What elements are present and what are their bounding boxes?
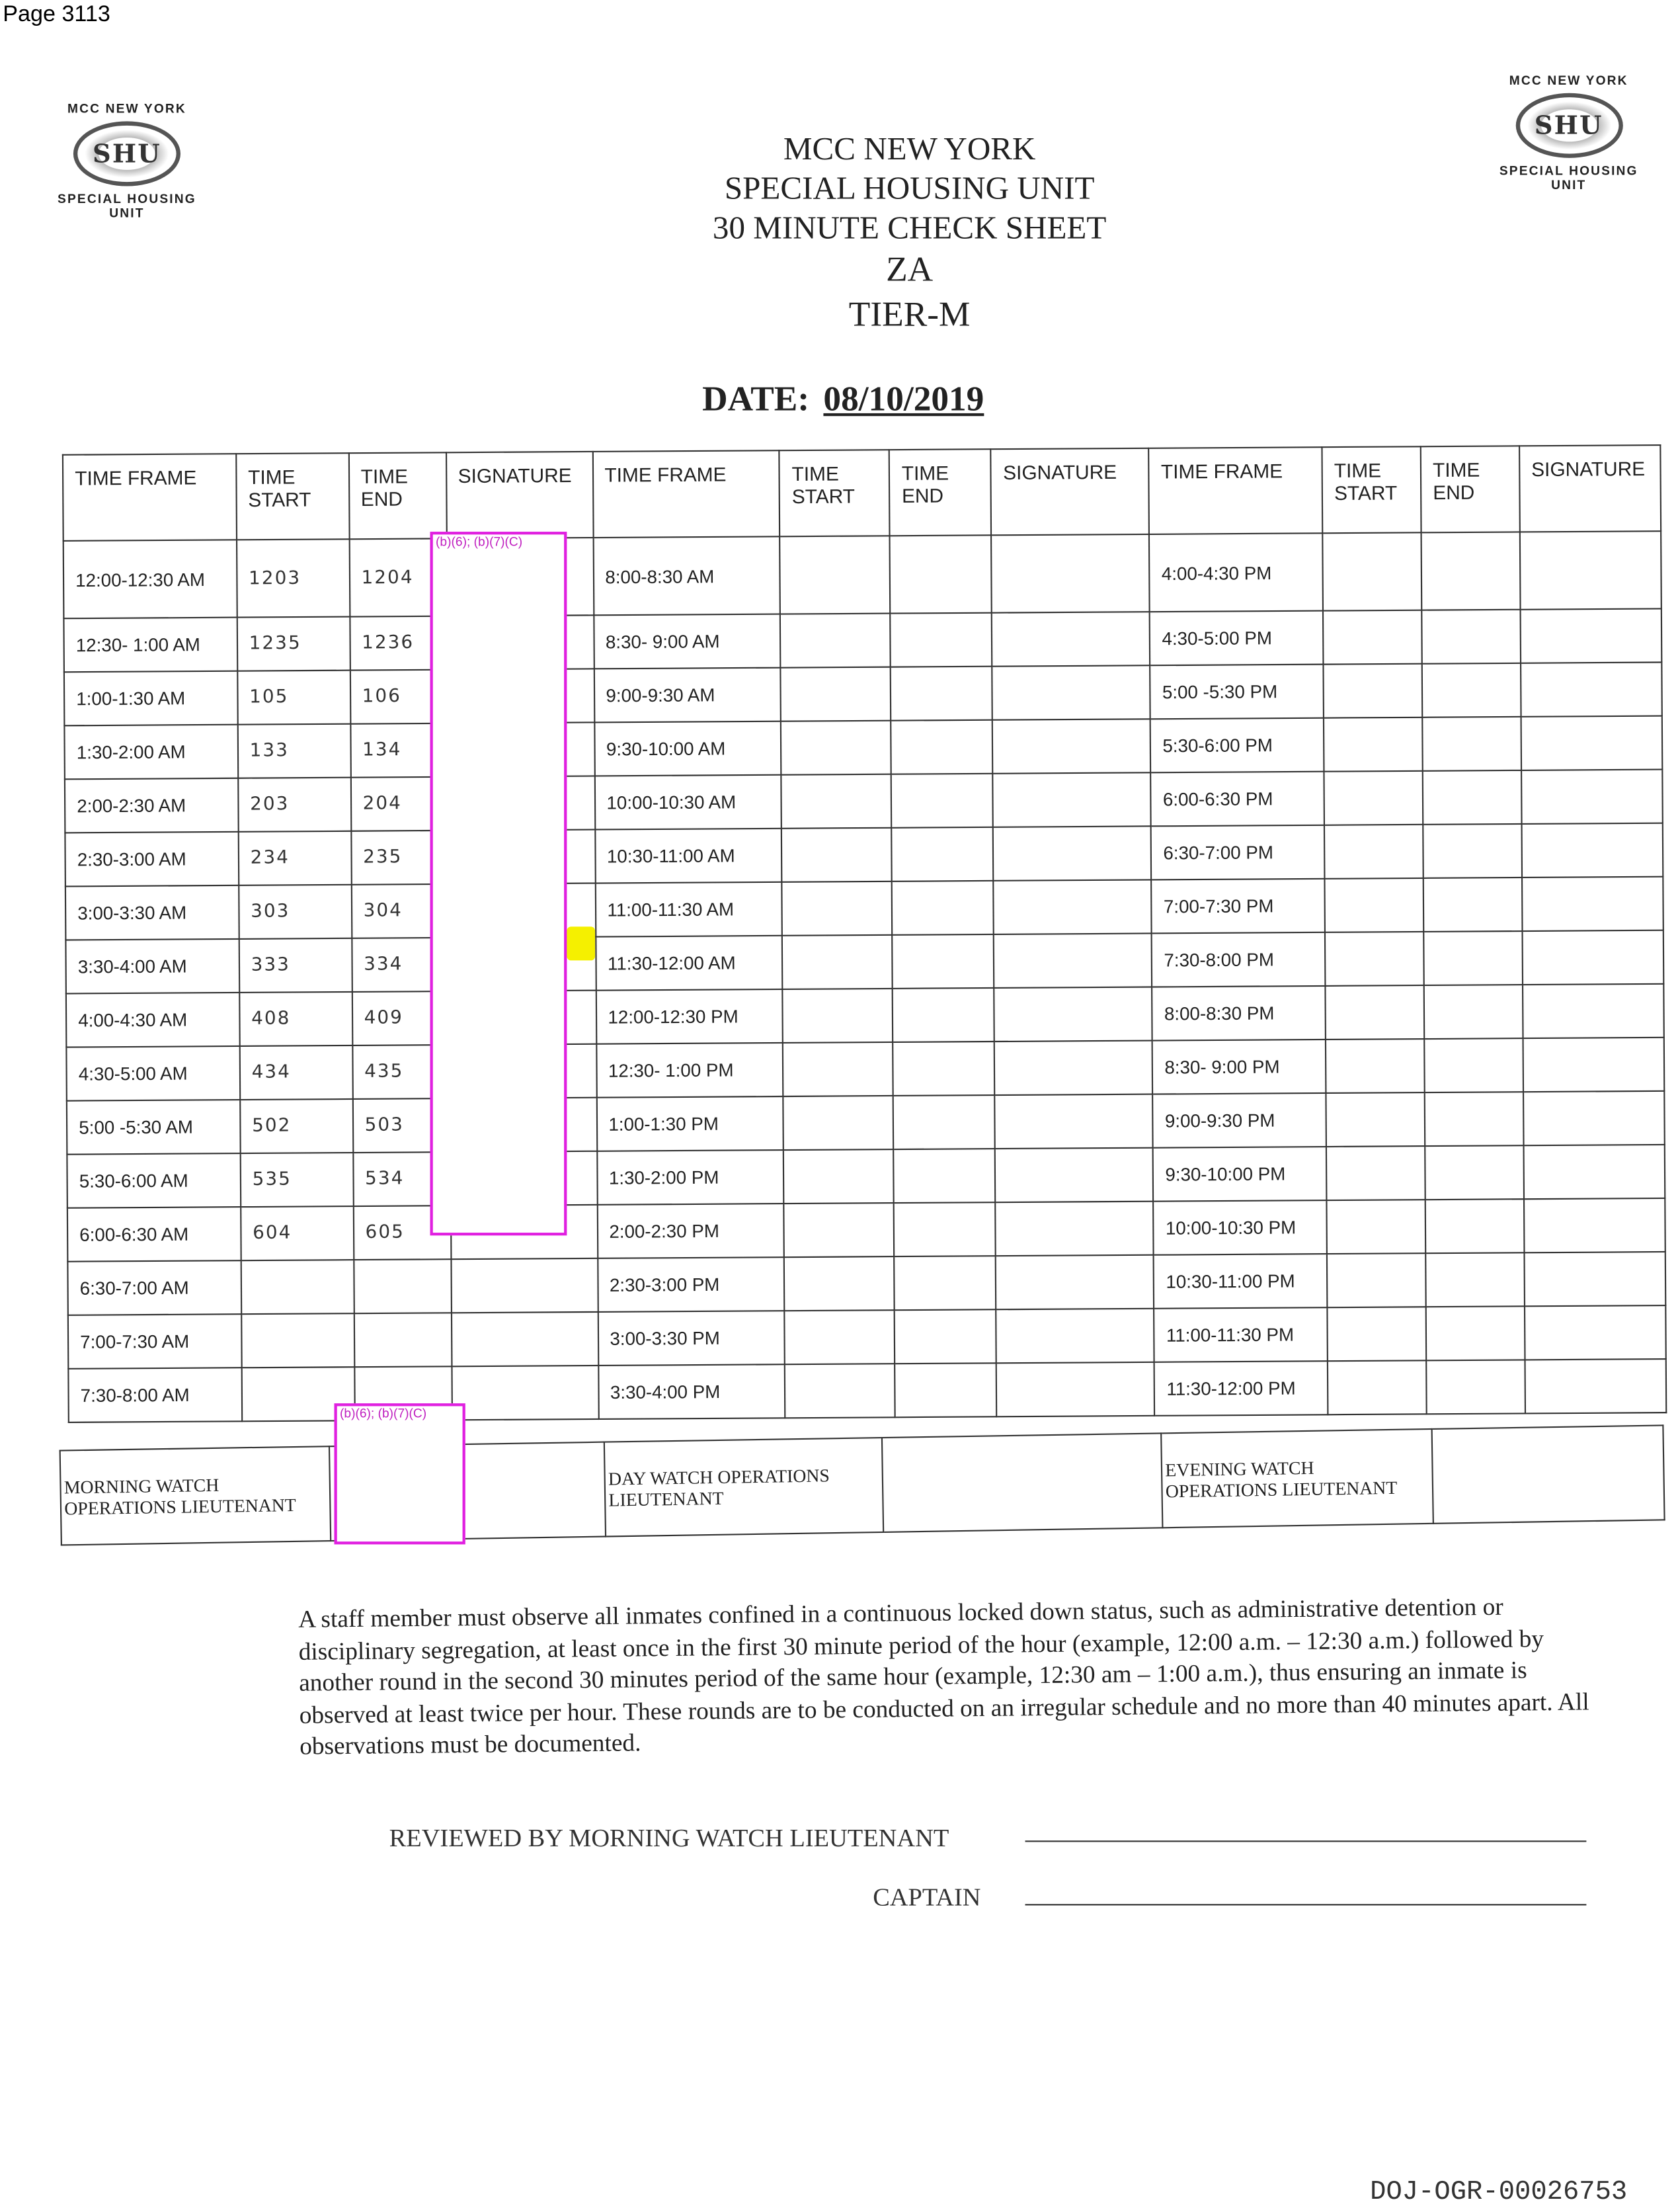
time-start-cell bbox=[1325, 985, 1424, 1040]
time-frame-cell: 5:30-6:00 PM bbox=[1150, 718, 1324, 773]
table-row bbox=[65, 823, 1663, 887]
signature-cell bbox=[994, 987, 1152, 1042]
time-frame-cell: 11:30-12:00 PM bbox=[1154, 1361, 1328, 1416]
time-frame-cell: 4:00-4:30 AM bbox=[66, 993, 239, 1047]
logo-bottom-text: SPECIAL HOUSING UNIT bbox=[58, 192, 196, 220]
signature-cell bbox=[1524, 1198, 1665, 1252]
signature-cell bbox=[451, 1312, 598, 1366]
redaction-label: (b)(6); (b)(7)(C) bbox=[340, 1406, 427, 1420]
date-label: DATE: bbox=[702, 380, 810, 419]
signature-cell bbox=[1523, 1145, 1665, 1199]
time-end-cell bbox=[1421, 532, 1520, 610]
time-start-cell bbox=[783, 1096, 894, 1150]
time-start-cell bbox=[1325, 932, 1424, 986]
column-header: TIME END bbox=[348, 452, 446, 539]
reviewed-signature-line bbox=[1025, 1840, 1587, 1842]
time-end-cell bbox=[890, 535, 992, 613]
time-frame-cell: 1:00-1:30 AM bbox=[64, 671, 237, 726]
column-header: SIGNATURE bbox=[446, 452, 593, 538]
time-start-cell bbox=[1322, 532, 1421, 610]
time-frame-cell: 9:00-9:30 PM bbox=[1153, 1093, 1326, 1148]
time-end-cell: 106 bbox=[350, 670, 448, 724]
time-start-cell bbox=[783, 989, 893, 1043]
time-frame-cell: 4:00-4:30 PM bbox=[1149, 533, 1323, 612]
time-start-cell bbox=[1324, 825, 1423, 879]
column-header: TIME END bbox=[1421, 446, 1520, 532]
table-row bbox=[63, 531, 1661, 618]
time-start-cell bbox=[1324, 878, 1423, 932]
time-end-cell bbox=[891, 720, 993, 774]
time-end-cell bbox=[1424, 985, 1523, 1039]
time-frame-cell: 10:00-10:30 AM bbox=[594, 775, 782, 830]
day-watch-label: DAY WATCH OPERATIONS LIEUTENANT bbox=[604, 1438, 883, 1536]
time-frame-cell: 3:30-4:00 PM bbox=[598, 1364, 786, 1419]
time-start-cell: 105 bbox=[237, 671, 350, 725]
signature-cell bbox=[996, 1255, 1154, 1310]
time-start-cell bbox=[1324, 771, 1423, 825]
time-start-cell bbox=[1324, 717, 1423, 772]
shu-seal-icon: SHU bbox=[1515, 93, 1622, 158]
time-start-cell bbox=[784, 1203, 895, 1257]
time-frame-cell: 2:30-3:00 AM bbox=[65, 832, 238, 887]
time-start-cell bbox=[241, 1313, 354, 1368]
time-start-cell bbox=[241, 1260, 354, 1314]
column-header: TIME FRAME bbox=[592, 450, 780, 538]
logo-bottom-text: SPECIAL HOUSING UNIT bbox=[1499, 163, 1638, 192]
time-end-cell bbox=[895, 1256, 996, 1310]
time-end-cell bbox=[1423, 878, 1523, 932]
instructions-paragraph: A staff member must observe all inmates confined in a continuous locked down status, such as administrative detention or disciplinary segregation, at least once in the first 30 minute period of the hour (example, 12:00 a.m. – 12:30 a.m.) followed by another round in the second 30 minutes period of the same hour (example, 12:30 am – 1:00 a.m.), thus ensuring an inmate is observed at least twice per hour. These rounds are to be conducted on an irregular schedule and no more than 40 minutes apart. All observations must be documented. bbox=[298, 1592, 1589, 1760]
time-end-cell bbox=[1421, 610, 1521, 664]
time-frame-cell: 6:00-6:30 AM bbox=[67, 1207, 241, 1262]
time-end-cell: 503 bbox=[352, 1098, 450, 1153]
time-start-cell bbox=[782, 881, 893, 936]
time-frame-cell: 7:00-7:30 PM bbox=[1152, 879, 1325, 934]
time-frame-cell: 11:30-12:00 AM bbox=[596, 936, 783, 991]
reviewed-by-label: REVIEWED BY MORNING WATCH LIEUTENANT bbox=[389, 1823, 949, 1852]
signature-cell bbox=[1521, 823, 1663, 878]
time-start-cell bbox=[781, 774, 892, 829]
signature-cell bbox=[1523, 1038, 1664, 1092]
sheet-title bbox=[592, 130, 1227, 339]
morning-watch-label: MORNING WATCH OPERATIONS LIEUTENANT bbox=[60, 1446, 331, 1545]
time-frame-cell: 6:30-7:00 PM bbox=[1151, 825, 1324, 880]
time-frame-cell: 10:30-11:00 AM bbox=[595, 829, 783, 883]
column-header: TIME FRAME bbox=[1149, 447, 1323, 534]
time-end-cell bbox=[1426, 1360, 1525, 1414]
signature-cell bbox=[996, 1362, 1154, 1417]
time-start-cell: 535 bbox=[240, 1153, 353, 1207]
signature-cell bbox=[451, 1258, 598, 1313]
time-frame-cell: 7:30-8:00 PM bbox=[1152, 932, 1325, 987]
time-frame-cell: 9:30-10:00 AM bbox=[594, 721, 782, 776]
time-end-cell: 304 bbox=[351, 884, 449, 938]
time-start-cell: 502 bbox=[240, 1099, 353, 1153]
time-frame-cell: 3:00-3:30 PM bbox=[598, 1311, 785, 1366]
time-start-cell: 434 bbox=[239, 1045, 352, 1100]
signature-cell bbox=[1520, 531, 1661, 610]
title-line: 30 MINUTE CHECK SHEET bbox=[712, 210, 1107, 246]
table-row bbox=[65, 930, 1663, 994]
table-row bbox=[68, 1305, 1666, 1369]
check-sheet-table bbox=[62, 444, 1667, 1423]
signature-cell bbox=[1523, 984, 1664, 1038]
table-row bbox=[66, 1038, 1664, 1101]
time-frame-cell: 6:00-6:30 PM bbox=[1151, 772, 1324, 827]
time-end-cell bbox=[892, 881, 994, 935]
table-row bbox=[67, 1252, 1665, 1315]
bates-number: DOJ-OGR-00026753 bbox=[1370, 2176, 1628, 2207]
signature-cell bbox=[1525, 1359, 1666, 1413]
time-frame-cell: 3:00-3:30 AM bbox=[65, 885, 239, 940]
time-start-cell bbox=[1327, 1307, 1426, 1361]
time-end-cell bbox=[1425, 1092, 1524, 1146]
time-frame-cell: 9:00-9:30 AM bbox=[594, 668, 781, 723]
logo-top-text: MCC NEW YORK bbox=[67, 101, 186, 116]
time-end-cell: 235 bbox=[351, 831, 449, 885]
title-line: MCC NEW YORK bbox=[783, 131, 1036, 167]
signature-cell bbox=[996, 1202, 1154, 1256]
time-end-cell bbox=[891, 774, 993, 828]
time-start-cell bbox=[1326, 1146, 1425, 1200]
time-frame-cell: 7:00-7:30 AM bbox=[68, 1314, 241, 1369]
time-start-cell bbox=[1328, 1360, 1427, 1414]
table-row bbox=[67, 1198, 1665, 1262]
time-start-cell bbox=[785, 1310, 895, 1364]
time-frame-cell: 7:30-8:00 AM bbox=[68, 1368, 241, 1422]
column-header: SIGNATURE bbox=[991, 448, 1150, 536]
signature-cell bbox=[1522, 930, 1663, 985]
time-start-cell bbox=[1326, 1200, 1425, 1254]
time-end-cell: 1236 bbox=[350, 616, 448, 671]
time-frame-cell: 4:30-5:00 PM bbox=[1150, 611, 1323, 666]
table-row bbox=[63, 608, 1661, 672]
time-end-cell bbox=[1423, 770, 1522, 825]
table-row bbox=[66, 984, 1664, 1047]
time-frame-cell: 12:00-12:30 PM bbox=[596, 989, 783, 1044]
time-start-cell: 1235 bbox=[237, 617, 350, 671]
time-end-cell: 204 bbox=[350, 777, 448, 831]
table-row bbox=[65, 877, 1663, 940]
column-header: TIME FRAME bbox=[63, 454, 237, 541]
time-frame-cell: 12:30- 1:00 AM bbox=[63, 618, 237, 673]
time-start-cell bbox=[1327, 1253, 1426, 1307]
time-end-cell bbox=[1424, 1038, 1523, 1092]
day-watch-signature bbox=[882, 1433, 1162, 1532]
time-end-cell bbox=[1423, 824, 1522, 878]
time-start-cell bbox=[783, 1042, 894, 1096]
signature-cell bbox=[993, 826, 1151, 881]
signature-cell bbox=[994, 1041, 1152, 1096]
time-end-cell bbox=[895, 1363, 997, 1417]
time-end-cell bbox=[894, 1149, 996, 1203]
time-frame-cell: 8:00-8:30 PM bbox=[1152, 986, 1326, 1041]
time-end-cell: 134 bbox=[350, 723, 448, 778]
table-row bbox=[65, 770, 1663, 833]
title-unit: ZA bbox=[886, 251, 934, 290]
signature-cell bbox=[996, 1309, 1154, 1364]
time-start-cell: 303 bbox=[239, 885, 352, 939]
shu-logo-right bbox=[1488, 73, 1650, 192]
signature-cell bbox=[452, 1366, 598, 1420]
table-row bbox=[67, 1091, 1665, 1155]
time-frame-cell: 12:30- 1:00 PM bbox=[596, 1043, 784, 1098]
signature-cell bbox=[1522, 877, 1663, 931]
captain-label: CAPTAIN bbox=[873, 1883, 981, 1911]
time-start-cell bbox=[1326, 1039, 1425, 1093]
time-end-cell bbox=[1425, 1252, 1525, 1307]
redaction-box bbox=[334, 1403, 465, 1544]
shu-logo-left bbox=[56, 102, 197, 220]
time-frame-cell: 10:00-10:30 PM bbox=[1154, 1200, 1327, 1255]
time-end-cell bbox=[894, 1202, 996, 1256]
time-end-cell bbox=[893, 1095, 995, 1149]
time-frame-cell: 5:00 -5:30 AM bbox=[67, 1100, 240, 1155]
time-start-cell bbox=[785, 1364, 896, 1418]
time-end-cell bbox=[1426, 1306, 1525, 1360]
time-end-cell: 334 bbox=[352, 938, 450, 992]
captain-signature-line bbox=[1025, 1904, 1587, 1905]
page-label: Page 3113 bbox=[3, 3, 110, 27]
time-frame-cell: 2:30-3:00 PM bbox=[598, 1257, 785, 1312]
signature-cell bbox=[992, 612, 1150, 667]
time-start-cell bbox=[781, 721, 892, 775]
time-frame-cell: 1:30-2:00 AM bbox=[64, 725, 237, 780]
time-end-cell bbox=[1423, 931, 1523, 985]
signature-cell bbox=[1521, 770, 1663, 824]
time-end-cell bbox=[893, 1042, 995, 1096]
time-start-cell: 133 bbox=[237, 724, 350, 778]
time-start-cell: 604 bbox=[241, 1206, 354, 1260]
signature-cell bbox=[995, 1148, 1153, 1203]
time-end-cell bbox=[1422, 663, 1521, 717]
time-start-cell: 408 bbox=[239, 992, 352, 1046]
table-row bbox=[68, 1359, 1666, 1422]
column-header: TIME START bbox=[1322, 446, 1421, 533]
time-start-cell bbox=[781, 667, 891, 721]
time-frame-cell: 3:30-4:00 AM bbox=[65, 939, 239, 994]
time-end-cell: 534 bbox=[353, 1152, 451, 1206]
time-frame-cell: 1:30-2:00 PM bbox=[597, 1150, 785, 1205]
time-end-cell bbox=[354, 1259, 452, 1313]
time-frame-cell: 11:00-11:30 PM bbox=[1154, 1307, 1328, 1362]
redaction-label: (b)(6); (b)(7)(C) bbox=[436, 534, 523, 549]
time-start-cell: 234 bbox=[238, 831, 351, 885]
time-start-cell: 1203 bbox=[237, 539, 350, 617]
time-frame-cell: 2:00-2:30 PM bbox=[597, 1204, 785, 1258]
signature-cell bbox=[992, 534, 1150, 613]
signature-cell bbox=[1524, 1252, 1665, 1306]
time-start-cell bbox=[781, 614, 891, 668]
time-end-cell bbox=[891, 667, 992, 721]
time-start-cell bbox=[1323, 664, 1422, 718]
time-end-cell: 1204 bbox=[349, 538, 447, 616]
time-frame-cell: 8:00-8:30 AM bbox=[593, 536, 781, 615]
signature-cell bbox=[1520, 608, 1661, 663]
title-tier: TIER-M bbox=[848, 296, 971, 335]
time-frame-cell: 10:30-11:00 PM bbox=[1154, 1254, 1327, 1309]
signature-cell bbox=[1523, 1091, 1665, 1145]
time-end-cell bbox=[1425, 1199, 1525, 1253]
signature-cell bbox=[994, 933, 1152, 988]
time-frame-cell: 5:30-6:00 AM bbox=[67, 1153, 240, 1208]
time-start-cell: 203 bbox=[238, 778, 351, 832]
time-start-cell bbox=[785, 1256, 895, 1311]
date-field bbox=[702, 381, 984, 421]
time-start-cell bbox=[782, 828, 893, 882]
time-end-cell: 409 bbox=[352, 991, 450, 1045]
time-start-cell bbox=[784, 1149, 895, 1204]
signature-cell bbox=[993, 772, 1151, 827]
column-header: TIME START bbox=[779, 450, 890, 536]
time-end-cell bbox=[892, 827, 994, 881]
time-frame-cell: 9:30-10:00 PM bbox=[1153, 1147, 1326, 1202]
time-start-cell: 333 bbox=[239, 938, 352, 993]
time-frame-cell: 4:30-5:00 AM bbox=[66, 1046, 239, 1101]
column-header: TIME END bbox=[889, 449, 991, 536]
time-end-cell bbox=[1425, 1145, 1524, 1200]
time-end-cell bbox=[895, 1309, 996, 1364]
signature-cell bbox=[994, 880, 1152, 934]
time-frame-cell: 12:00-12:30 AM bbox=[63, 540, 237, 618]
time-end-cell bbox=[893, 988, 994, 1042]
watch-lieutenant-table bbox=[60, 1424, 1665, 1545]
signature-cell bbox=[1525, 1305, 1666, 1360]
time-start-cell bbox=[1323, 610, 1422, 665]
redaction-box bbox=[430, 532, 567, 1235]
signature-cell bbox=[992, 719, 1150, 774]
title-line: SPECIAL HOUSING UNIT bbox=[724, 171, 1095, 206]
yellow-highlight-mark bbox=[567, 926, 595, 960]
time-frame-cell: 5:00 -5:30 PM bbox=[1150, 665, 1324, 719]
column-header: SIGNATURE bbox=[1519, 445, 1661, 532]
time-end-cell: 605 bbox=[353, 1206, 451, 1260]
time-frame-cell: 1:00-1:30 PM bbox=[596, 1096, 784, 1151]
table-row bbox=[67, 1145, 1665, 1208]
signature-cell bbox=[995, 1094, 1153, 1149]
evening-watch-signature bbox=[1432, 1425, 1665, 1523]
time-frame-cell: 6:30-7:00 AM bbox=[67, 1260, 241, 1315]
time-frame-cell: 8:30- 9:00 AM bbox=[594, 614, 781, 669]
time-end-cell bbox=[354, 1313, 452, 1367]
time-end-cell: 435 bbox=[352, 1045, 450, 1099]
time-start-cell bbox=[780, 536, 891, 614]
table-row bbox=[64, 716, 1662, 780]
time-frame-cell: 11:00-11:30 AM bbox=[595, 882, 783, 937]
time-end-cell bbox=[1422, 717, 1521, 771]
time-frame-cell: 2:00-2:30 AM bbox=[65, 778, 238, 833]
signature-cell bbox=[1521, 663, 1662, 717]
time-end-cell bbox=[893, 934, 994, 989]
time-end-cell bbox=[891, 613, 992, 667]
table-row bbox=[64, 663, 1662, 726]
logo-top-text: MCC NEW YORK bbox=[1509, 73, 1628, 88]
evening-watch-label: EVENING WATCH OPERATIONS LIEUTENANT bbox=[1161, 1429, 1433, 1528]
time-start-cell bbox=[783, 935, 893, 989]
signature-cell bbox=[992, 665, 1150, 720]
time-frame-cell: 8:30- 9:00 PM bbox=[1152, 1040, 1326, 1094]
signature-cell bbox=[1521, 716, 1662, 770]
date-value: 08/10/2019 bbox=[823, 380, 984, 419]
shu-seal-icon: SHU bbox=[73, 121, 180, 186]
column-header: TIME START bbox=[236, 453, 349, 540]
time-start-cell bbox=[1326, 1092, 1425, 1147]
